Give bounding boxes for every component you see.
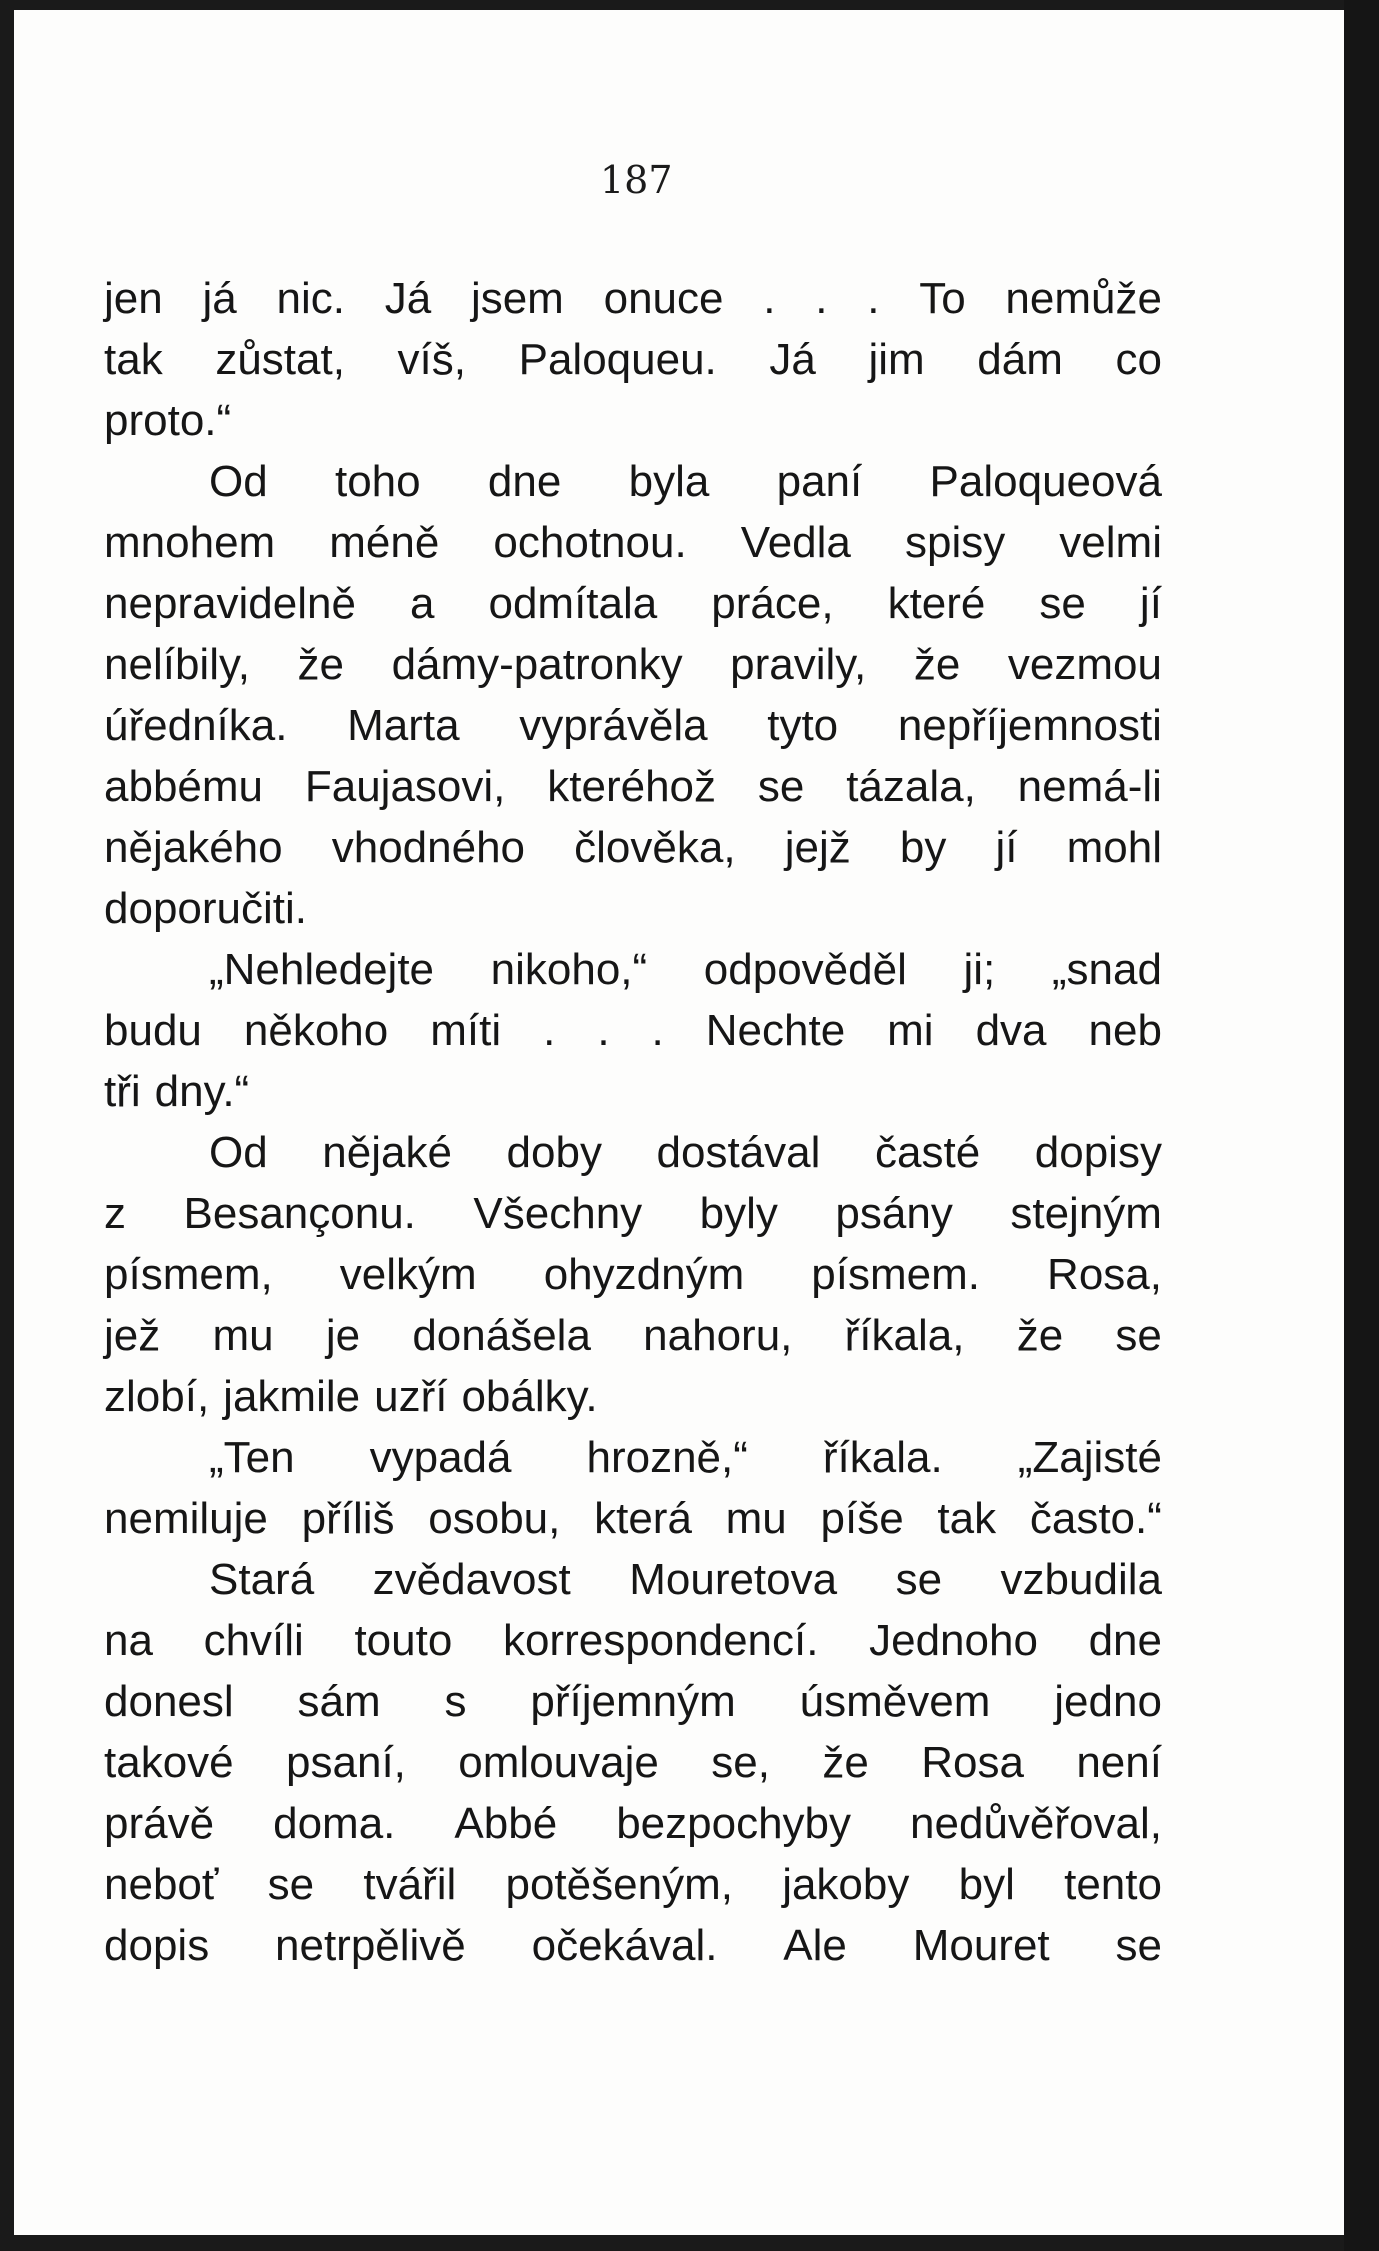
text-line: abbému Faujasovi, kteréhož se tázala, nemá-li xyxy=(104,762,1162,811)
body-text xyxy=(104,268,1162,1976)
text-line: nemiluje příliš osobu, která mu píše tak často.“ xyxy=(104,1494,1162,1543)
text-line: jen já nic. Já jsem onuce . . . To nemůže xyxy=(104,274,1162,323)
text-line: mnohem méně ochotnou. Vedla spisy velmi xyxy=(104,518,1162,567)
text-line: jež mu je donášela nahoru, říkala, že se xyxy=(104,1311,1162,1360)
text-line: Od toho dne byla paní Paloqueová xyxy=(209,457,1162,506)
text-line: nepravidelně a odmítala práce, které se jí xyxy=(104,579,1162,628)
text-line: Stará zvědavost Mouretova se vzbudila xyxy=(209,1555,1162,1604)
page-number: 187 xyxy=(600,158,673,202)
text-line: doporučiti. xyxy=(104,884,308,933)
text-line: takové psaní, omlouvaje se, že Rosa není xyxy=(104,1738,1162,1787)
text-line: tak zůstat, víš, Paloqueu. Já jim dám co xyxy=(104,335,1162,384)
text-line: tři dny.“ xyxy=(104,1067,250,1116)
text-line: právě doma. Abbé bezpochyby nedůvěřoval, xyxy=(104,1799,1162,1848)
text-line: neboť se tvářil potěšeným, jakoby byl tento xyxy=(104,1860,1162,1909)
text-line: „Ten vypadá hrozně,“ říkala. „Zajisté xyxy=(209,1433,1162,1482)
text-line: z Besançonu. Všechny byly psány stejným xyxy=(104,1189,1162,1238)
text-line: dopis netrpělivě očekával. Ale Mouret se xyxy=(104,1921,1162,1970)
text-line: nějakého vhodného člověka, jejž by jí mohl xyxy=(104,823,1162,872)
text-line: „Nehledejte nikoho,“ odpověděl ji; „snad xyxy=(209,945,1162,994)
scan-border xyxy=(1344,0,1379,2251)
text-line: písmem, velkým ohyzdným písmem. Rosa, xyxy=(104,1250,1162,1299)
text-line: donesl sám s příjemným úsměvem jedno xyxy=(104,1677,1162,1726)
text-line: na chvíli touto korrespondencí. Jednoho dne xyxy=(104,1616,1162,1665)
text-line: zlobí, jakmile uzří obálky. xyxy=(104,1372,598,1421)
text-line: nelíbily, že dámy-patronky pravily, že vezmou xyxy=(104,640,1162,689)
text-line: Od nějaké doby dostával časté dopisy xyxy=(209,1128,1162,1177)
text-line: proto.“ xyxy=(104,396,232,445)
text-line: budu někoho míti . . . Nechte mi dva neb xyxy=(104,1006,1162,1055)
text-line: úředníka. Marta vyprávěla tyto nepříjemnosti xyxy=(104,701,1162,750)
